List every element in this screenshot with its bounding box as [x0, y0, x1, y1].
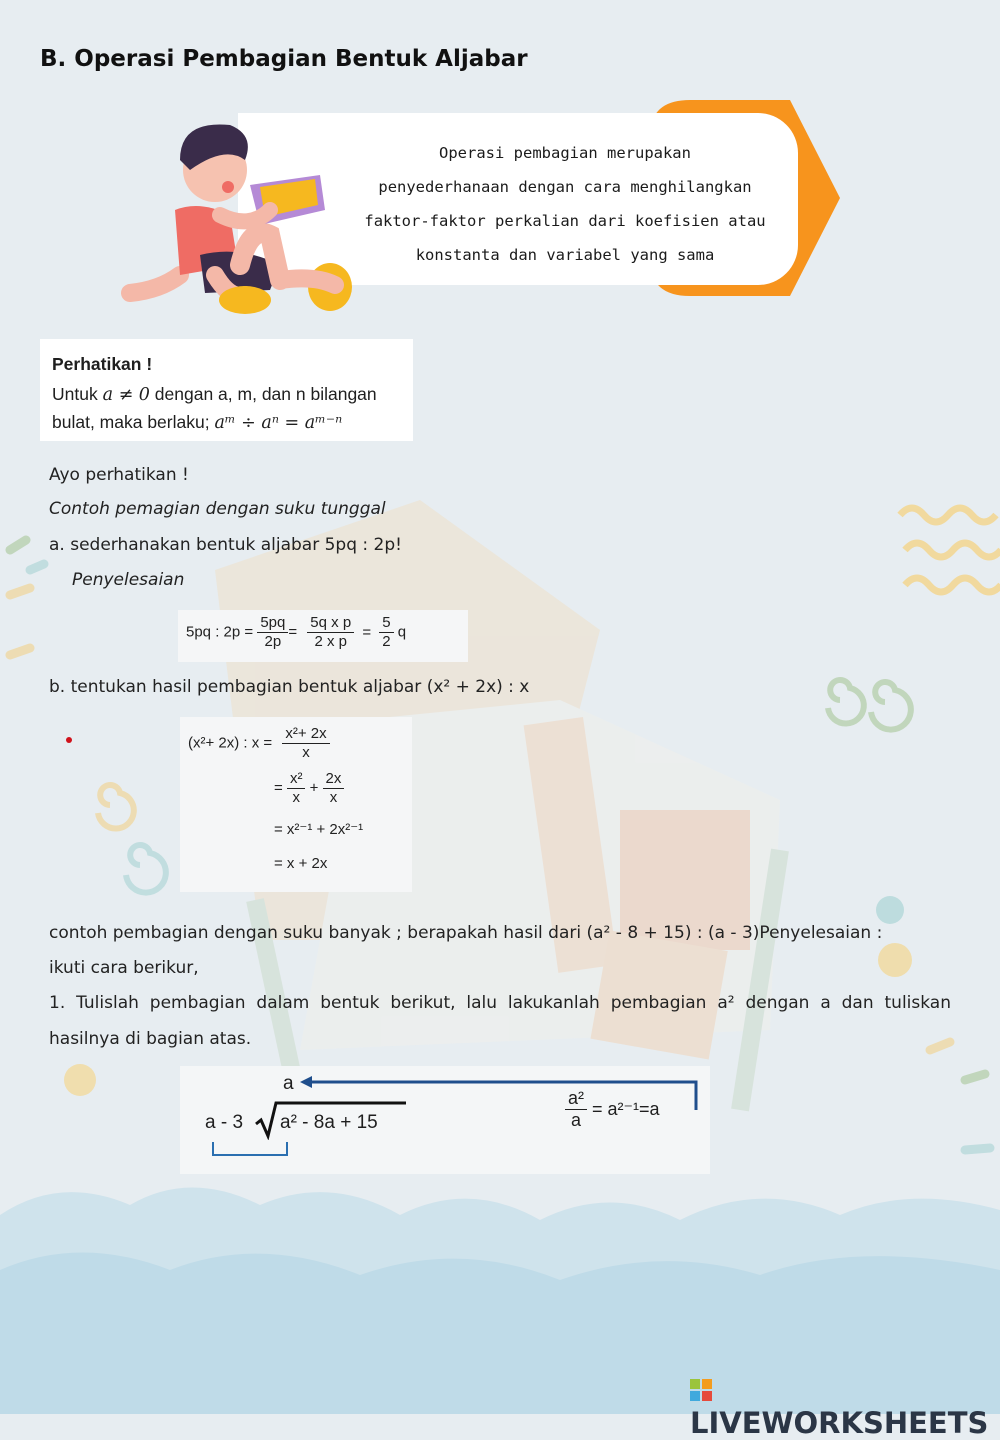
note-line-1	[52, 381, 401, 409]
denominator: x	[329, 789, 338, 806]
equals: =	[274, 779, 283, 797]
logo-icon	[690, 1379, 712, 1401]
denominator: 2 x p	[314, 633, 347, 650]
contoh-banyak: contoh pembagian dengan suku banyak ; berapakah hasil dari (a² - 8 + 15) : (a - 3)Penyelesaian :	[49, 923, 883, 943]
note-text: Untuk	[52, 384, 103, 404]
numerator: 5q x p	[307, 614, 354, 633]
result: = a²⁻¹=a	[592, 1099, 660, 1119]
banner-line: penyederhanaan dengan cara menghilangkan	[378, 178, 752, 196]
note-text: bulat, maka berlaku;	[52, 412, 215, 432]
numerator: x²	[287, 770, 306, 789]
numerator: a²	[565, 1088, 587, 1110]
step-1-line-2: hasilnya di bagian atas.	[49, 1029, 252, 1049]
banner-line: faktor-faktor perkalian dari koefisien atau	[364, 212, 766, 230]
banner-line: Operasi pembagian merupakan	[439, 144, 691, 162]
ex-b-step-4: = x + 2x	[274, 855, 328, 872]
ayo-perhatikan: Ayo perhatikan !	[49, 465, 189, 485]
boy-reading-illustration	[120, 115, 360, 320]
page-title: B. Operasi Pembagian Bentuk Aljabar	[40, 46, 528, 72]
numerator: x²+ 2x	[282, 725, 329, 744]
fraction	[379, 614, 393, 651]
contoh-tunggal: Contoh pemagian dengan suku tunggal	[49, 499, 386, 519]
example-b-solution	[180, 717, 412, 892]
example-a-solution	[178, 610, 468, 662]
denominator: a	[571, 1110, 582, 1130]
note-line-2	[52, 409, 401, 437]
numerator: 5	[379, 614, 393, 633]
note-title: Perhatikan !	[52, 354, 153, 374]
highlight-bracket	[210, 1140, 290, 1158]
fraction	[282, 725, 329, 762]
equals: =	[362, 623, 372, 641]
quotient: a	[283, 1073, 294, 1094]
fraction	[307, 614, 354, 651]
numerator: 5pq	[257, 614, 288, 633]
fraction	[565, 1088, 587, 1131]
banner-line: konstanta dan variabel yang sama	[415, 246, 715, 264]
equals: =	[288, 623, 298, 641]
denominator: 2p	[264, 633, 282, 650]
note-text: dengan a, m, dan n bilangan	[149, 384, 377, 404]
dividend: a² - 8a + 15	[280, 1112, 378, 1133]
logo-text: LIVEWORKSHEETS	[690, 1406, 989, 1440]
plus: +	[309, 779, 319, 797]
denominator: x	[292, 789, 300, 806]
ex-b-lhs: (x²+ 2x) : x =	[188, 734, 273, 752]
numerator: 2x	[323, 770, 345, 789]
red-dot	[66, 737, 72, 743]
item-a: a. sederhanakan bentuk aljabar 5pq : 2p!	[49, 535, 402, 555]
ex-a-lhs: 5pq : 2p =	[186, 623, 254, 641]
ex-b-step-3: = x²⁻¹ + 2x²⁻¹	[274, 821, 364, 838]
item-b: b. tentukan hasil pembagian bentuk aljabar (x² + 2x) : x	[49, 677, 530, 697]
denominator: 2	[382, 633, 391, 650]
liveworksheets-logo	[690, 1372, 1000, 1440]
ikuti-cara: ikuti cara berikur,	[49, 958, 199, 978]
variable: q	[397, 623, 407, 641]
rule-note-box	[40, 339, 413, 441]
divisor: a - 3	[205, 1112, 244, 1133]
denominator: x	[302, 744, 310, 761]
fraction	[257, 614, 288, 651]
ex-b-step-1	[188, 725, 404, 762]
banner-text	[330, 136, 800, 272]
exponent-rule: aᵐ ÷ aⁿ = aᵐ⁻ⁿ	[214, 413, 343, 433]
division-step-result	[565, 1088, 660, 1131]
note-condition: a ≠ 0	[102, 385, 150, 405]
step-1-line-1: 1. Tulislah pembagian dalam bentuk berikut, lalu lakukanlah pembagian a² dengan a dan tuliskan	[49, 993, 951, 1013]
penyelesaian-label: Penyelesaian	[72, 570, 185, 590]
fraction	[287, 770, 306, 807]
ex-b-step-2	[274, 770, 404, 807]
fraction	[323, 770, 345, 807]
